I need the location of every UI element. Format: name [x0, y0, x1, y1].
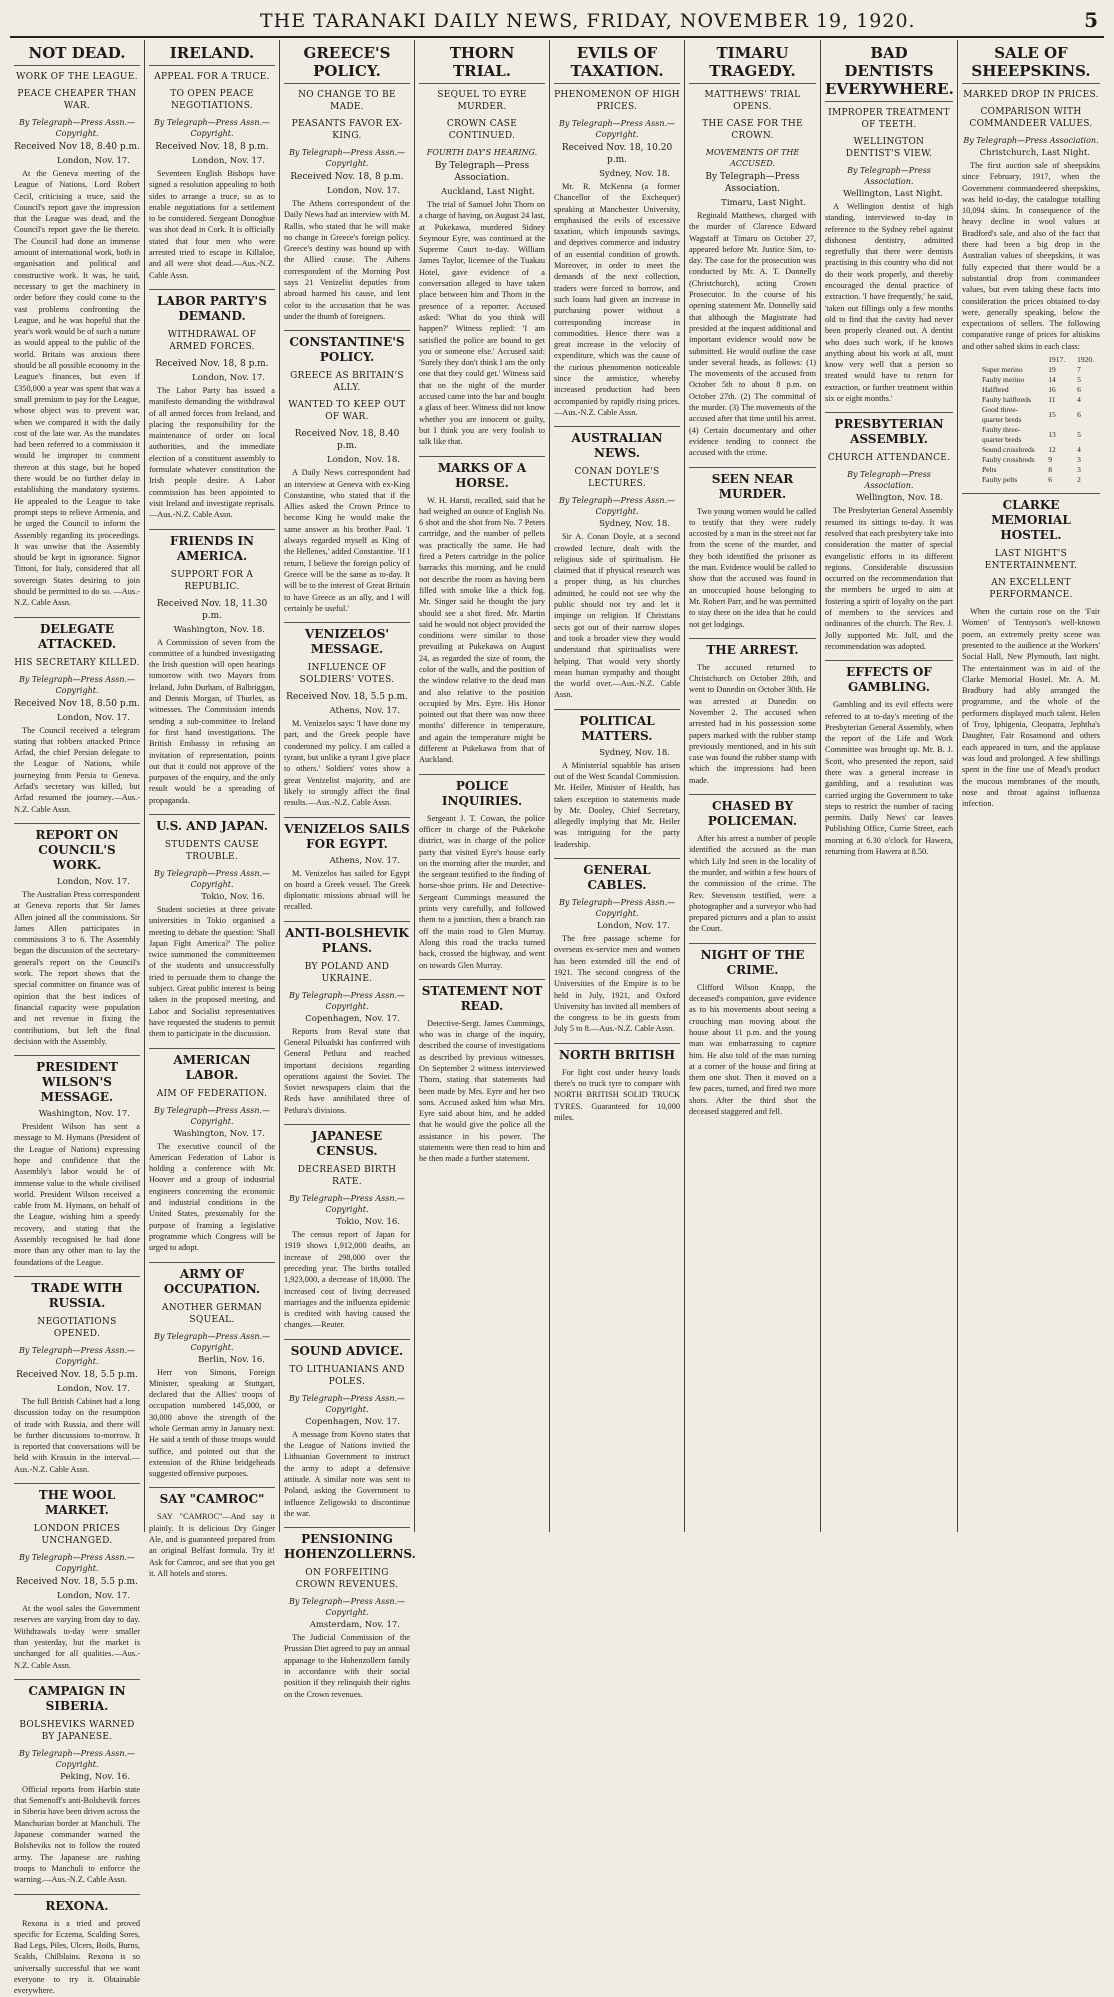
- article-subheading: WITHDRAWAL OF ARMED FORCES.: [167, 329, 257, 352]
- table-cell: 4: [1077, 395, 1081, 405]
- table-cell: 6: [1048, 475, 1052, 485]
- column-8: [958, 40, 1104, 1532]
- article: [825, 412, 953, 652]
- article-headline: EFFECTS OF GAMBLING.: [825, 660, 953, 695]
- table-cell: Pelts: [982, 465, 997, 475]
- article-subheading: BOLSHEVIKS WARNED BY JAPANESE.: [19, 1719, 135, 1742]
- article-subheading: TO OPEN PEACE NEGOTIATIONS.: [170, 89, 254, 111]
- article-body: Gambling and its evil effects were referred to at to-day's meeting of the Presbyterian General Assembly, when the report of the Life and Work Committee was brought up. Mr. B. J. Scott, who presented the report, said there was a general increase in gambling, and a resolution was carried urging the Government to take steps to restrict the number of racing permits. Daily News' car leaves Publishing Office, Currie Street, each morning at 6.30 o'clock for Hawera, returning from Hawera at 8.50.: [825, 700, 953, 857]
- article-byline: MOVEMENTS OF THE ACCUSED.: [705, 148, 800, 168]
- article-headline: STATEMENT NOT READ.: [419, 979, 545, 1014]
- article-body: A Ministerial squabble has arisen out of the West Scandal Commission. Mr. Heiler, Minister of Health, has taken exception to statements made by Mr. Dooley, Chief Secretary, allegedly implying that Mr. Heiler was intriguing for the party leadership.: [554, 760, 680, 849]
- masthead: [10, 6, 1104, 38]
- table-row: [976, 405, 1100, 425]
- article-subheading: CONAN DOYLE'S LECTURES.: [574, 467, 660, 490]
- table-cell: 8: [1048, 465, 1052, 475]
- article-headline: NIGHT OF THE CRIME.: [689, 943, 816, 978]
- table-row: [976, 445, 1100, 455]
- article-headline: U.S. AND JAPAN.: [149, 814, 275, 834]
- article: [284, 44, 410, 322]
- article-body: A message from Kovno states that the League of Nations invited the Lithuanian Government to instruct the army to adopt a defensive attitude. A similar note was sent to Poland, asking the Government to influence Zeligowski to discontinue the war.: [284, 1429, 410, 1518]
- table-row: [976, 425, 1100, 445]
- article-body: A Commission of seven from the committee of a hundred investigating the Irish question will open hearings tomorrow with two Mayors from Ireland, John Durham, of Balbriggan, and Dennis Morgan, of Thurles, as witnesses. The Commission intends sending a sub-committee to Ireland for first hand investigations. The British Embassy in refusing an invitation of representation, points out that it could not approve of the purposes of the enquiry, and the only result would be a spreading of propaganda.: [149, 637, 275, 805]
- article-body: Detective-Sergt. James Cummings, who was in charge of the inquiry, described the course of investigations as described by previous witnesses. On September 2 witness interviewed Thorn, stating that statements had been made by Mrs. Eyre and her two sons. Accused asked him what Mrs. Eyre said about him, and he added that he would give the police all the assistance in his power. The statements were then read to him and he then made a further statement.: [419, 1018, 545, 1164]
- table-row: [976, 465, 1100, 475]
- article-byline: By Telegraph—Press Assn.—Copyright.: [288, 1194, 406, 1215]
- article-headline: PENSIONING HOHENZOLLERNS.: [284, 1527, 410, 1562]
- article-received-line: Received Nov. 18, 11.30 p.m.: [156, 598, 268, 621]
- article-body: Mr. R. McKenna (a former Chancellor of the Exchequer) speaking at Manchester University, emphasised the evils of excessive taxation, which impounds savings, and deprives commerce and industry of an essential condition of growth. Moreover, in order to meet the demands of the next collection, traders were forced to borrow, and such loans had given an increase in purchasing power without a corresponding increase in commodities. Hence there was a great increase in the velocity of expenditure, which was the cause of the curious phenomenon noticeable since the armistice, whereby increased production had been accompanied by rapidly rising prices.—Aus.-N.Z. Cable Assn.: [554, 182, 680, 417]
- article-dateline: London, Nov. 17.: [327, 186, 400, 196]
- article: [689, 794, 816, 935]
- article: [149, 529, 275, 806]
- article-headline: ANTI-BOLSHEVIK PLANS.: [284, 921, 410, 956]
- article-headline: JAPANESE CENSUS.: [284, 1124, 410, 1159]
- article: [419, 456, 545, 766]
- article-dateline: London, Nov. 17.: [57, 156, 130, 166]
- article-headline: IRELAND.: [149, 44, 275, 66]
- table-cell: 5: [1077, 375, 1081, 385]
- article-body: After his arrest a number of people identified the accused as the man which Lily Ind seen in the locality of the murder, and within a few hours of the commission of the crime. The Rev. Stevenson testified, were a photographer and a surveyor who had prepared pictures and a plan to assist the Court.: [689, 834, 816, 934]
- article: [689, 943, 816, 1118]
- article-headline: THE WOOL MARKET.: [14, 1483, 140, 1518]
- article-headline: SOUND ADVICE.: [284, 1339, 410, 1359]
- article-byline: By Telegraph—Press Association.: [847, 166, 931, 186]
- article-body: Clifford Wilson Knapp, the deceased's companion, gave evidence as to his movements about seeing a crouching man moving about the house about 11 p.m. and the young man was embarrassing to capture him. He also told of the man turning at a corner of the house and firing at them one shot. Then it moved on a few paces, turned, and fired two more shots. After the third shot the deceased staggered and fell.: [689, 982, 816, 1116]
- article-subheading: MARKED DROP IN PRICES.: [963, 90, 1099, 100]
- table-cell: 7: [1077, 365, 1081, 375]
- article-body: A Wellington dentist of high standing, interviewed to-day in reference to the Sydney rebel against dishonest dentistry, admitted regretfully that there were dentists practising in this country who did not do their work properly, and thereby encouraged the dental practice of extraction. 'I have frequently,' he said, 'taken out fillings only a few months old to find that the cavity had never been properly cleaned out. A dentist who does such work, if he knows anything about his work at all, must know very well that a person so treated would have to return for extraction, or further treatment within six or eight months.': [825, 202, 953, 404]
- article-subheading: PEASANTS FAVOR EX-KING.: [291, 119, 403, 141]
- table-cell: 4: [1077, 445, 1081, 455]
- article-headline: PRESIDENT WILSON'S MESSAGE.: [14, 1055, 140, 1105]
- table-cell: Super merino: [982, 365, 1023, 375]
- article-body: The Council received a telegram stating that robbers attacked Prince Arfad, the chief Persian delegate to the League of Nations, while journeying from Persia to Geneva. Arfad's secretary was killed, but Arfad resumed the journey.—Aus.-N.Z. Cable Assn.: [14, 725, 140, 814]
- table-header-cell: 1917.: [1048, 355, 1066, 365]
- article-subheading: PHENOMENON OF HIGH PRICES.: [554, 90, 680, 112]
- table-cell: 9: [1048, 455, 1052, 465]
- article-byline: By Telegraph—Press Association.: [847, 470, 931, 491]
- article-dateline: London, Nov. 17.: [57, 876, 130, 887]
- article-body: Sir A. Conan Doyle, at a second crowded lecture, dealt with the religious side of spiritualism. He claimed that if physical research was a proper thing, as his churches admitted, he could not see why the public should not try and let it impinge on religion. If Christians sects got out of their narrow slopes and took a broader view they would understand that spiritualists were helping. That would very shortly mean human sympathy and thought the world over.—Aus.-N.Z. Cable Assn.: [554, 532, 680, 700]
- article-headline: AUSTRALIAN NEWS.: [554, 426, 680, 461]
- article-subheading: WANTED TO KEEP OUT OF WAR.: [288, 400, 406, 423]
- article-headline: FRIENDS IN AMERICA.: [149, 529, 275, 564]
- article-subheading: CHURCH ATTENDANCE.: [827, 453, 951, 464]
- article-body: Official reports from Harbin state that Semenoff's anti-Bolshevik forces in Siberia have been driven across the Manchurian border at Manchuli. The Japanese commander warned the Bolsheviks not to follow the routed army. The Japanese are rushing troops to Manchuli to enforce the warning.—Aus.-N.Z. Cable Assn.: [14, 1784, 140, 1885]
- article-received-line: Received Nov. 18, 8 p.m.: [155, 142, 269, 152]
- table-header-row: [976, 355, 1100, 365]
- article-received-line: Received Nov 18, 8.50 p.m.: [14, 698, 140, 709]
- article: [419, 774, 545, 971]
- article-subheading: THE CASE FOR THE CROWN.: [702, 119, 803, 141]
- table-cell: Good three-quarter breds: [982, 405, 1022, 425]
- article: [14, 44, 140, 609]
- article-dateline: Copenhagen, Nov. 17.: [305, 1013, 400, 1024]
- article-dateline: Copenhagen, Nov. 17.: [305, 1416, 400, 1427]
- article-byline: By Telegraph—Press Assn.—Copyright.: [558, 898, 676, 919]
- article-body: At the wool sales the Government reserves are varying from day to day. Withdrawals to-day were smaller than yesterday, but the market is unchanged for all qualities.—Aus.-N.Z. Cable Assn.: [14, 1604, 140, 1670]
- article-dateline: London, Nov. 17.: [192, 156, 265, 166]
- article-subheading: NO CHANGE TO BE MADE.: [298, 90, 396, 112]
- article-received-line: By Telegraph—Press Association.: [705, 172, 800, 194]
- table-cell: 15: [1048, 410, 1056, 420]
- table-cell: Faulty three-quarter breds: [982, 425, 1022, 445]
- article-dateline: Berlin, Nov. 16.: [198, 1354, 265, 1365]
- article-body: Seventeen English Bishops have signed a resolution appealing to both sides to arrange a truce, so as to enable negotiations for a settlement to be considered. Sergeant Donoghue was shot dead in Cork. It is officially stated that four men who were arrested tried to escape in Killaloe, and all were shot dead.—Aus.-N.Z. Cable Assn.: [149, 169, 275, 280]
- column-4: [415, 40, 550, 1532]
- article-received-line: Received Nov. 18, 8.40 p.m.: [294, 429, 400, 452]
- article-byline: By Telegraph—Press Assn.—Copyright.: [18, 1345, 136, 1366]
- article-body: The accused returned to Christchurch on October 28th, and went to Dunedin on October 30th. He was arrested at Dunedin on November 2. The accused when arrested had in his possession some papers marked with the rubber stamp previously mentioned, and in his suit case was found the rubber stamp with which the impressions had been made.: [689, 662, 816, 785]
- article: [689, 638, 816, 786]
- article-headline: THORN TRIAL.: [419, 44, 545, 84]
- article-headline: VENIZELOS SAILS FOR EGYPT.: [284, 817, 410, 852]
- column-3: [280, 40, 416, 1699]
- article-headline: SAY "CAMROC": [149, 1487, 275, 1507]
- article-dateline: Wellington, Nov. 18.: [856, 493, 943, 504]
- table-row: [976, 455, 1100, 465]
- article-dateline: London, Nov. 18.: [327, 455, 400, 466]
- article-dateline: Athens, Nov. 17.: [329, 855, 400, 866]
- article-dateline: Tokio, Nov. 16.: [336, 1217, 400, 1228]
- article-received-line: Received Nov. 18, 5.5 p.m.: [16, 1577, 138, 1588]
- article: [554, 44, 680, 418]
- article-byline: By Telegraph—Press Assn.—Copyright.: [18, 118, 136, 138]
- table-cell: Faulty crossbreds: [982, 455, 1035, 465]
- article-dateline: Washington, Nov. 17.: [173, 1128, 265, 1139]
- table-row: [976, 385, 1100, 395]
- article-body: M. Venizelos has sailed for Egypt on board a Greek vessel. The Greek diplomatic missions abroad will be recalled.: [284, 868, 410, 912]
- article-subheading: INFLUENCE OF SOLDIERS' VOTES.: [299, 663, 395, 686]
- article-received-line: Received Nov. 18, 10.20 p.m.: [561, 143, 673, 165]
- article-byline: By Telegraph—Press Assn.—Copyright.: [558, 119, 676, 139]
- article-headline: NOT DEAD.: [14, 44, 140, 66]
- article-subheading: BY POLAND AND UKRAINE.: [304, 961, 390, 984]
- article-byline: By Telegraph—Press Assn.—Copyright.: [153, 1331, 271, 1352]
- article-body: W. H. Harsti, recalled, said that he had weighed an ounce of English No. 6 shot and the shot from No. 7 Peters cartridge, and the number of pellets was practically the same. He had fired a Peters cartridge in the police barracks this morning, and he could not describe the room as having been filled with smoke like a thick fog. Mr. Singer said he thought the jury should see a shot fired. Mr. Martin said he would not object provided the conditions were similar to those prevailing at Pukekawa on August 24, as regarded the size of room, the color of the walls, and the position of the window relative to the dead man and also relative to the position occupied by Mrs. Eyre. His Honor pointed out that there was now three months' difference in temperature, and again the temperature might be different at Pukekawa from that of Auckland.: [419, 495, 545, 765]
- article: [149, 1487, 275, 1579]
- page-number: 5: [1084, 8, 1098, 32]
- article-body: The first auction sale of sheepskins since February, 1917, when the Government commandeered sheepskins, was held to-day, the catalogue totalling 10,094 skins. In consequence of the heavy decline in wool values at Bradford's sale, and also of the fact that there had been a big drop in the Australian values of sheepskins, it was fully expected that there would be a substantial drop from commandeer values, but even taking these facts into consideration the prices obtained to-day were, generally speaking, below the expectations of sellers. The following comparative range of prices for altiskins and other salted skins in each class:: [962, 161, 1100, 351]
- article-body: Rexona is a tried and proved specific for Eczema, Scalding Sores, Bad Legs, Piles, Ulcers, Boils, Burns, Scalds, Chilblains. Rexona is so universally successful that we want everyone to try it. Obtainable everywhere.: [14, 1918, 140, 1996]
- article-received-line: Received Nov. 18, 5.5 p.m.: [286, 692, 408, 703]
- article-byline: By Telegraph—Press Assn.—Copyright.: [18, 1748, 136, 1769]
- article: [554, 1043, 680, 1123]
- article: [689, 44, 816, 459]
- article-subheading: STUDENTS CAUSE TROUBLE.: [164, 839, 260, 862]
- table-cell: 5: [1077, 430, 1081, 440]
- article-byline: By Telegraph—Press Assn.—Copyright.: [288, 990, 406, 1011]
- table-row: [976, 475, 1100, 485]
- article: [149, 44, 275, 281]
- article: [284, 1527, 416, 1700]
- masthead-date-line: THE TARANAKI DAILY NEWS, FRIDAY, NOVEMBER 19, 1920.: [260, 10, 916, 32]
- article-headline: LABOR PARTY'S DEMAND.: [149, 289, 275, 324]
- article-dateline: Amsterdam, Nov. 17.: [309, 1620, 400, 1631]
- article-subheading: LONDON PRICES UNCHANGED.: [33, 1524, 121, 1547]
- article: [284, 1124, 410, 1331]
- article: [14, 1679, 140, 1886]
- article-body: The executive council of the American Federation of Labor is holding a conference with Mr. Hoover and a group of industrial engineers concerning the economic and industrial conditions in the United States, presumably for the purpose of framing a legislative programme which Congress will be urged to adopt.: [149, 1141, 275, 1253]
- article-received-line: Received Nov. 18, 8 p.m.: [290, 172, 404, 182]
- table-row: [976, 365, 1100, 375]
- article-byline: By Telegraph—Press Assn.—Copyright.: [18, 674, 136, 695]
- article: [554, 858, 680, 1035]
- article-subheading: PEACE CHEAPER THAN WAR.: [17, 89, 137, 111]
- article-body: The full British Cabinet had a long discussion today on the resumption of trade with Russia, and there will be further discussions to-morrow. It is reported that conversations will be held with Krassin in the interval.—Aus.-N.Z. Cable Assn.: [14, 1396, 140, 1474]
- article-headline: REPORT ON COUNCIL'S WORK.: [14, 823, 140, 873]
- article-subheading: ON FORFEITING CROWN REVENUES.: [295, 1568, 399, 1591]
- article: [284, 817, 410, 913]
- table-cell: 6: [1077, 385, 1081, 395]
- article: [149, 1262, 275, 1480]
- article-headline: REXONA.: [14, 1894, 140, 1914]
- article-subheading: APPEAL FOR A TRUCE.: [154, 72, 270, 82]
- article-headline: AMERICAN LABOR.: [149, 1048, 275, 1083]
- article: [825, 660, 953, 857]
- article-byline: By Telegraph—Press Assn.—Copyright.: [18, 1553, 136, 1574]
- article-dateline: Washington, Nov. 17.: [38, 1109, 130, 1120]
- article-body: President Wilson has sent a message to M. Hymans (President of the League of Nations) expressing hope and confidence that the Assembly's labor would be of immense value to the whole civilised world. President Wilson received a cable from M. Hymans, on behalf of the League, wishing him a speedy recovery, and stating that the Assembly recognised he had done more than any other man to lay the foundations of the League.: [14, 1122, 140, 1267]
- article-body: The Presbyterian General Assembly resumed its sittings to-day. It was resolved that each presbytery take into consideration the matter of special evangelistic efforts in its different regions. Considerable discussion occurred on the recommendation that the members be urged to aim at fostering a spirit of loyalty on the part of members to the services and ordinances of the church. The Rev. J. Jolly supported Mr. Jull, and the recommendation was adopted.: [825, 506, 953, 651]
- article-subheading: SEQUEL TO EYRE MURDER.: [437, 90, 527, 112]
- table-cell: 19: [1048, 365, 1056, 375]
- article: [14, 1055, 140, 1268]
- table-row: [976, 375, 1100, 385]
- table-row: [976, 395, 1100, 405]
- article-headline: THE ARREST.: [689, 638, 816, 658]
- article: [825, 44, 953, 404]
- article-subheading: AIM OF FEDERATION.: [156, 1088, 268, 1099]
- article-dateline: London, Nov. 17.: [192, 372, 265, 383]
- article-body: A Daily News correspondent had an interview at Geneva with ex-King Constantine, who stated that if the Allies asked the Crown Prince to become King he would make the same answer as his brother Paul. 'I always regarded myself as King of the Hellenes,' added Constantine. 'If I return, I believe the foreign policy of Greece will be the same as to-day. It will be to the interest of Great Britain to have Greece as an ally, and I will certainly be useful.': [284, 468, 410, 613]
- article-byline: FOURTH DAY'S HEARING.: [426, 148, 538, 157]
- article-dateline: Wellington, Last Night.: [843, 189, 943, 199]
- article-headline: PRESBYTERIAN ASSEMBLY.: [825, 412, 953, 447]
- article-dateline: Sydney, Nov. 18.: [599, 519, 670, 530]
- table-cell: 13: [1048, 430, 1056, 440]
- article-body: Sergeant J. T. Cowan, the police officer in charge of the Pukekohe district, was in charge of the police party that visited Eyre's house early on the morning after the murder, and the sergeant testified to the finding of horse-shoe prints. He and Detective-Sergeant Cummings measured the prints very carefully, and followed them to a junction, then a branch ran off the main road to Glen Murray. Along this road the tracks turned back, crossed the highway, and went on towards Glen Murray.: [419, 813, 545, 970]
- article-headline: POLITICAL MATTERS.: [554, 709, 680, 744]
- table-cell: 3: [1077, 455, 1081, 465]
- article-subheading: TO LITHUANIANS AND POLES.: [289, 1364, 405, 1387]
- table-header-cell: [976, 355, 1042, 365]
- article-headline: MARKS OF A HORSE.: [419, 456, 545, 491]
- article-received-line: Received Nov. 18, 5.5 p.m.: [16, 1369, 138, 1380]
- article-body: When the curtain rose on the 'Fair Women' of Tennyson's well-known poem, an extremely pretty scene was presented to the audience at the Workers' Social Hall, New Plymouth, last night. The entertainment was in aid of the Clarke Memorial Hostel. Mr. A. M. Bradbury had ably arranged the programme, and the whole of the performers displayed much talent. Helen of Troy, Iphigenia, Cleopatra, Jephtha's Daughter, Fair Rosamond and others each appeared in turn, and the applause was loud and prolonged. A few shillings spent in the fine use of Mead's product the mucous membranes of the mouth, nose and throat against influenza infection.: [962, 607, 1100, 809]
- article-subheading: MATTHEWS' TRIAL OPENS.: [704, 90, 801, 112]
- article-body: The trial of Samuel John Thorn on a charge of having, on August 24 last, at Pukekawa, murdered Sidney Seymour Eyre, was continued at the Supreme Court to-day. William James Taylor, licensee of the Tuakau Hotel, gave evidence of a conversation alleged to have taken place between him and Thorn in the presence of a reporter. Accused asked: 'What do you think will happen?' Witness replied: 'I am satisfied the police are bound to get you or someone else.' Accused said: 'Surely they don't think I am the only one that they could get.' Witness said that on the night of the murder accused came into the bar and bought a glass of beer. Witness did not know whether you are innocent or guilty, but I think you are very foolish to talk like that.: [419, 200, 545, 447]
- article: [149, 289, 275, 521]
- article: [554, 426, 680, 700]
- article-headline: NORTH BRITISH: [554, 1043, 680, 1063]
- article: [149, 1048, 275, 1254]
- article-headline: DELEGATE ATTACKED.: [14, 617, 140, 652]
- article: [14, 1483, 140, 1671]
- article-subheading: IMPROPER TREATMENT OF TEETH.: [828, 108, 950, 130]
- article-body: SAY "CAMROC"—And say it plainly. It is delicious Dry Ginger Ale, and is guaranteed prepared from an original Belfast formula. Try it! Ask for Camroc, and see that you get it. All hotels and stores.: [149, 1512, 275, 1578]
- article-subheading: CROWN CASE CONTINUED.: [446, 119, 518, 141]
- article-body: M. Venizelos says: 'I have done my part, and the Greek people have condemned my policy. I am called a tyrant, but unlike a tyrant I give place to others.' Soldiers' votes show a great Venizelist majority, and are likely to strongly affect the final results.—Aus.-N.Z. Cable Assn.: [284, 719, 410, 808]
- table-cell: Faulty merino: [982, 375, 1025, 385]
- article-received-line: Received Nov. 18, 8 p.m.: [155, 358, 269, 369]
- article-headline: CAMPAIGN IN SIBERIA.: [14, 1679, 140, 1714]
- article-subheading: AN EXCELLENT PERFORMANCE.: [989, 578, 1073, 601]
- article: [14, 1894, 140, 1997]
- article-headline: GENERAL CABLES.: [554, 858, 680, 893]
- table-cell: Faulty pelts: [982, 475, 1018, 485]
- article-byline: By Telegraph—Press Assn.—Copyright.: [153, 118, 271, 138]
- article-headline: TIMARU TRAGEDY.: [689, 44, 816, 84]
- column-7: [821, 40, 958, 1532]
- article-subheading: ANOTHER GERMAN SQUEAL.: [161, 1302, 263, 1325]
- article: [689, 467, 816, 630]
- article: [284, 1339, 410, 1519]
- article-byline: By Telegraph—Press Assn.—Copyright.: [288, 1393, 406, 1414]
- article-body: The Labor Party has issued a manifesto demanding the withdrawal of all armed forces from Ireland, and placing the responsibility for the maintenance of order on local authorities, and the immediate election of a constituent assembly to formulate whatever constitution the Irish people desire. A Labor commission has been appointed to visit Ireland and investigate reprisals.—Aus.-N.Z. Cable Assn.: [149, 385, 275, 520]
- article: [419, 979, 545, 1165]
- column-6: [685, 40, 821, 1532]
- article-body: The Australian Press correspondent at Geneva reports that Sir James Allen joined all the commissions. Sir James Allen participates in commissions 3 to 6. The Assembly began the discussion of the secretary-general's report on the Council's work. The report shows that the special committee on finance was of opinion that the best indices of financial capacity were population and net revenue in fixing the contributions, but left the final decision with the Assembly.: [14, 889, 140, 1046]
- column-1: [10, 40, 145, 1996]
- article-dateline: Timaru, Last Night.: [721, 198, 806, 208]
- article-byline: By Telegraph—Press Assn.—Copyright.: [153, 1105, 271, 1126]
- article-headline: BAD DENTISTS EVERYWHERE.: [825, 44, 953, 102]
- article-headline: POLICE INQUIRIES.: [419, 774, 545, 809]
- article-subheading: WORK OF THE LEAGUE.: [16, 72, 138, 82]
- table-cell: 2: [1077, 475, 1081, 485]
- article-headline: SALE OF SHEEPSKINS.: [962, 44, 1100, 84]
- article: [14, 1276, 140, 1475]
- article-dateline: London, Nov. 17.: [597, 921, 670, 932]
- article: [962, 493, 1100, 809]
- article-dateline: Sydney, Nov. 18.: [599, 169, 670, 179]
- article-headline: EVILS OF TAXATION.: [554, 44, 680, 84]
- article-subheading: GREECE AS BRITAIN'S ALLY.: [290, 371, 404, 394]
- article-body: Reginald Matthews, charged with the murder of Clarence Edward Wagstaff at Timaru on October 27, appeared before Mr. Justice Sim, to-day. The case for the prosecution was conducted by Mr. A. T. Donnelly (Christchurch), acting Crown Prosecutor. In the course of his opening statement Mr. Donnelly said that although the Magistrate had presided at the inquest additional and important evidence would now be submitted. He would outline the case under several heads, as follows: (1) The movements of the accused from October 5th to about 8 p.m. on October 27th. (2) The committal of the murder. (3) The movements of the accused after that time until his arrest. (4) Certain documentary and other evidence tending to connect the accused with the crime.: [689, 211, 816, 458]
- article-headline: CHASED BY POLICEMAN.: [689, 794, 816, 829]
- article-dateline: Christchurch, Last Night.: [979, 148, 1090, 158]
- article-body: The census report of Japan for 1919 shows 1,912,000 deaths, an increase of 298,000 over the preceding year. The births totalled 1,923,000, a decrease of 18,000. The increased cost of living decreased marriages and the influenza epidemic is credited with having caused the changes.—Reuter.: [284, 1230, 410, 1330]
- article-headline: SEEN NEAR MURDER.: [689, 467, 816, 502]
- table-cell: 16: [1048, 385, 1056, 395]
- article-body: Reports from Reval state that General Pilsudski has conferred with General Petlura and reached important decisions regarding operations against the Soviet. The Soviet newspapers claim that the Reds have annihilated three of Petlura's divisions.: [284, 1026, 410, 1115]
- table-cell: 6: [1077, 410, 1081, 420]
- table-cell: Faulty halfbreds: [982, 395, 1031, 405]
- column-5: [550, 40, 685, 1532]
- article-subheading: SUPPORT FOR A REPUBLIC.: [170, 569, 254, 592]
- article-subheading: NEGOTIATIONS OPENED.: [37, 1316, 117, 1339]
- article-headline: CLARKE MEMORIAL HOSTEL.: [962, 493, 1100, 543]
- table-cell: Halfbred: [982, 385, 1009, 395]
- article-subheading: DECREASED BIRTH RATE.: [297, 1165, 397, 1188]
- article-dateline: London, Nov. 17.: [57, 1383, 130, 1394]
- column-2: [145, 40, 280, 1578]
- article: [554, 709, 680, 850]
- article-byline: By Telegraph—Press Assn.—Copyright.: [558, 496, 676, 517]
- article-headline: TRADE WITH RUSSIA.: [14, 1276, 140, 1311]
- article: [284, 921, 410, 1116]
- article-body: The free passage scheme for overseas ex-service men and women has been extended till the end of 1921. The second congress of the Universities of the Empire is to be held in July, 1921, and Oxford University has invited all members of the congress to be its guests from July 5 to 8.—Aus.-N.Z. Cable Assn.: [554, 934, 680, 1034]
- article-dateline: London, Nov. 17.: [57, 1591, 130, 1602]
- article-subheading: WELLINGTON DENTIST'S VIEW.: [845, 137, 933, 159]
- table-cell: Sound crossbreds: [982, 445, 1035, 455]
- table-cell: 3: [1077, 465, 1081, 475]
- table-header-cell: 1920.: [1077, 355, 1094, 365]
- sheepskin-price-table: [976, 355, 1100, 485]
- article-dateline: Washington, Nov. 18.: [173, 624, 265, 635]
- article-body: The Athens correspondent of the Daily News had an interview with M. Rallis, who stated that he will make no change in Greece's foreign policy. Greece's destiny was bound up with the Allied cause. The Athens correspondent of the Morning Post says 21 Venizelist deputies from abroad harmed his cause, and lent color to the accusation that he was under the thumb of foreigners.: [284, 199, 410, 321]
- article-body: For light cost under heavy loads there's no truck tyre to compare with NORTH BRITISH SOLID TRUCK TYRES. Guaranteed for 10,000 miles.: [554, 1067, 680, 1122]
- article: [284, 622, 410, 808]
- article-byline: By Telegraph—Press Assn.—Copyright.: [288, 1597, 406, 1618]
- article-headline: CONSTANTINE'S POLICY.: [284, 330, 410, 365]
- article: [284, 330, 410, 614]
- article-body: The Judicial Commission of the Prussian Diet agreed to pay an annual appanage to the Hohenzollern family in accordance with their social position if they relinquish their rights on the Crown revenues.: [284, 1633, 410, 1699]
- article: [419, 44, 545, 448]
- article-headline: VENIZELOS' MESSAGE.: [284, 622, 410, 657]
- article-subheading: HIS SECRETARY KILLED.: [14, 657, 140, 668]
- article-body: Herr von Simons, Foreign Minister, speaking at Stuttgart, declared that the Allies' troops of occupation numbered 145,000, or 30,000 above the strength of the whole German army in January next. He said a tenth of those troops would suffice, and pointed out that the extension of the Rhine bridgeheads suggested offensive purposes.: [149, 1367, 275, 1479]
- article-dateline: Tokio, Nov. 16.: [201, 891, 265, 902]
- article-received-line: Received Nov 18, 8.40 p.m.: [14, 142, 140, 152]
- article-dateline: Athens, Nov. 17.: [329, 706, 400, 717]
- article-body: At the Geneva meeting of the League of Nations, Lord Robert Cecil, criticising a truce, said the Council's report gave the impression that the League was dead, and the Council's report gave the lie thereto. The Council had done an immense amount of international work, both in organisation and political and constructive work. It was, he said, necessary to get the machinery in order before they could come to the vast problems confronting the League, and he was hopeful that the year's work would be of such a nature as would appeal to the public of the world. Britain was anxious there should be all possible economy in the League's finances, but even if £350,000 a year was spent that was a small premium to pay for the League, whose object was to prevent war, when we compared it with the daily cost of the late war. As the mandates had been referred to a commission it would be improper to comment thereon at this stage, but he hoped there would be no further delay in establishing the mandatory systems. He appealed to the League to take prompt steps to relieve Armenia, and he urged the Council to inform the Assembly regarding its proceedings. It was unwise that the Assembly should be kept in ignorance. Signor Tittoni, for Italy, considered that all sovereign States desiring to join should be permitted to do so. —Aus.-N.Z. Cable Assn.: [14, 169, 140, 608]
- article: [14, 617, 140, 815]
- article-headline: GREECE'S POLICY.: [284, 44, 410, 84]
- newspaper-columns: [10, 40, 1104, 1996]
- article-dateline: Sydney, Nov. 18.: [599, 747, 670, 758]
- article-dateline: Peking, Nov. 16.: [60, 1771, 130, 1782]
- table-cell: 12: [1048, 445, 1056, 455]
- article-byline: By Telegraph—Press Assn.—Copyright.: [153, 868, 271, 889]
- article-received-line: By Telegraph—Press Association.: [434, 161, 530, 183]
- article: [14, 823, 140, 1047]
- table-cell: 11: [1048, 395, 1056, 405]
- article: [962, 44, 1100, 485]
- article: [149, 814, 275, 1040]
- article-subheading: LAST NIGHT'S ENTERTAINMENT.: [984, 549, 1078, 572]
- article-headline: ARMY OF OCCUPATION.: [149, 1262, 275, 1297]
- article-dateline: Auckland, Last Night.: [440, 187, 535, 197]
- article-byline: By Telegraph—Press Assn.—Copyright.: [288, 148, 406, 168]
- article-subheading: COMPARISON WITH COMMANDEER VALUES.: [969, 107, 1093, 129]
- article-body: Student societies at three private universities in Tokio organised a meeting to debate the question: 'Shall Japan Fight America?' The police twice summoned the committeemen of the students and unsuccessfully tried to persuade them to change the subject. Great public interest is being taken in the proposed meeting, and Labor and Socialist representatives have requested the students to permit them to participate in the discussion.: [149, 904, 275, 1039]
- article-body: Two young women would be called to testify that they were rudely accosted by a man in the street not far from the scene of the murder, and they both identified the prisoner as the man. Evidence would be called to show that the accused was found in an unoccupied house belonging to Mr. Robert Parr, and he was permitted to stay there on the idea that he could not get lodgings.: [689, 506, 816, 629]
- article-byline: By Telegraph—Press Association.: [963, 136, 1099, 145]
- table-cell: 14: [1048, 375, 1056, 385]
- article-dateline: London, Nov. 17.: [57, 712, 130, 723]
